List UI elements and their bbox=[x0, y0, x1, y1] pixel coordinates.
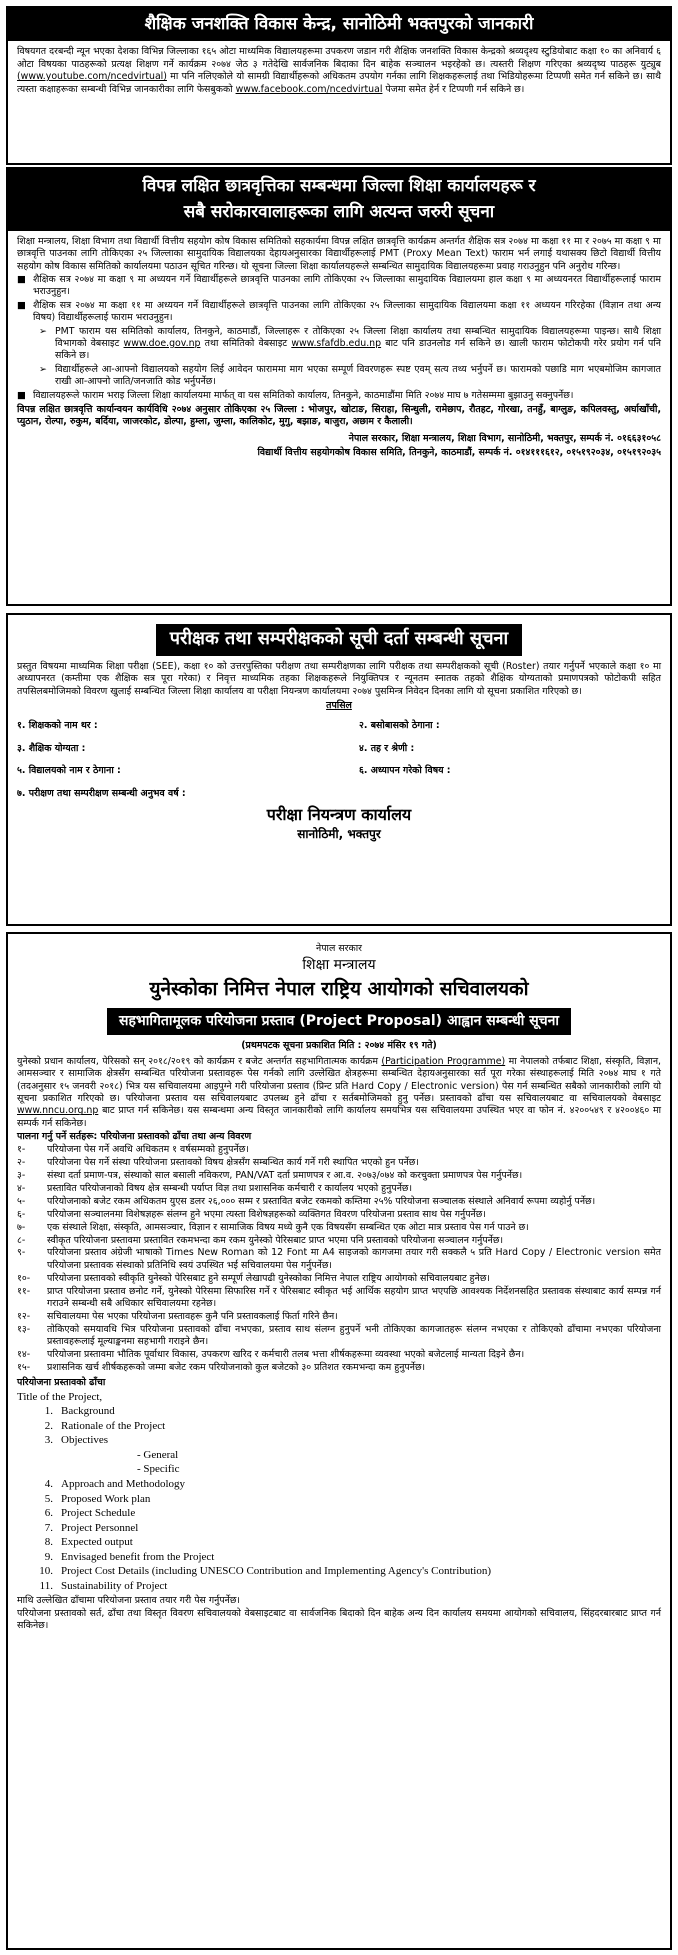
notice-examiner-roster bbox=[6, 613, 672, 926]
outline-item bbox=[17, 1579, 661, 1594]
condition-number: ४- bbox=[17, 1182, 26, 1194]
condition-text: परियोजना प्रस्ताव अंग्रेजी भाषाको Times New Roman को 12 Font मा A4 साइजको कागजमा तयार गरी सक्कलै ५ प्रति Hard Copy / Electronic version समेत परियोजना प्रस्तावक संस्थाको प्रतिनिधि स्वयं उपस्थित भई सचिवालयमा पेस गर्नुपर्नेछ। bbox=[47, 1247, 661, 1271]
condition-item bbox=[17, 1349, 661, 1361]
field-experience: ७. परीक्षण तथा सम्परीक्षण सम्बन्धी अनुभव वर्ष : bbox=[17, 787, 186, 799]
exam-office-address: सानोठिमी, भक्तपुर bbox=[297, 827, 381, 842]
outline-text: Background bbox=[61, 1405, 115, 1418]
field-residence: २. बसोबासको ठेगाना : bbox=[359, 720, 440, 732]
conditions-heading: पालना गर्नु पर्ने सर्तहरू: परियोजना प्रस्तावको ढाँचा तथा अन्य विवरण bbox=[17, 1131, 252, 1143]
condition-text: परियोजनाको बजेट रकम अधिकतम युएस डलर २६,००० सम्म र प्रस्तावित बजेट रकमको कम्तिमा २५% परियोजना सञ्चालक संस्थाले अनिवार्य रूपमा व्यहोर्नु पर्नेछ। bbox=[47, 1195, 596, 1207]
exam-office-name: परीक्षा नियन्त्रण कार्यालय bbox=[266, 805, 412, 824]
published-date: (प्रथमपटक सूचना प्रकाशित मिति : २०७४ मंसिर १९ गते) bbox=[241, 1040, 437, 1052]
outline-text: Project Schedule bbox=[61, 1507, 136, 1520]
outline-text: Proposed Work plan bbox=[61, 1492, 151, 1505]
condition-number: ६- bbox=[17, 1208, 26, 1220]
condition-text: परियोजना प्रस्तावको स्वीकृति युनेस्को पेरिसबाट हुने सम्पूर्ण लेखापढी युनेस्कोका निमित्त नेपाल राष्ट्रिय आयोगको सचिवालयबाट हुनेछ। bbox=[47, 1272, 490, 1284]
gov-label: नेपाल सरकार bbox=[316, 943, 362, 954]
condition-item bbox=[17, 1144, 661, 1156]
condition-text: एक संस्थाले शिक्षा, संस्कृति, आमसञ्चार, विज्ञान र सामाजिक विषय मध्ये कुनै एक विषयसँग सम्बन्धित एक ओटा मात्र प्रस्ताव पेस गर्न पाउने छ। bbox=[47, 1221, 529, 1233]
outline-number: 4. bbox=[44, 1477, 53, 1490]
field-qualification: ३. शैक्षिक योग्यता : bbox=[17, 742, 86, 754]
outline-number: 11. bbox=[39, 1579, 53, 1592]
condition-item bbox=[17, 1235, 661, 1247]
outline-number: 1. bbox=[44, 1405, 53, 1418]
condition-number: ११- bbox=[17, 1285, 31, 1297]
condition-item bbox=[17, 1247, 661, 1272]
participation-programme: (Participation Programme) bbox=[381, 1055, 506, 1067]
outline-item bbox=[17, 1404, 661, 1419]
condition-text: प्रस्तावित परियोजनाको विषय क्षेत्र सम्बन्धी पर्याप्त विज्ञ तथा प्रशासनिक कर्मचारी र कार्यालय भएको हुनुपर्नेछ। bbox=[47, 1182, 413, 1194]
scholarship-bullet: ■ विद्यालयहरूले फाराम भराइ जिल्ला शिक्षा कार्यालयमा मार्फत् वा यस समितिको कार्यालय, तिनकुने, काठमाडौंमा मिति २०७४ माघ ७ गतेसम्ममा बुझाउनु सक्नुपर्नेछ। bbox=[17, 389, 574, 401]
condition-text: तोकिएको समयावधि भित्र परियोजना प्रस्तावको ढाँचा नभएका, प्रस्ताव साथ संलग्न हुनुपर्ने भनी तोकिएका कागजातहरू संलग्न नभएका र तोकिएको ढाँचामा नभएका परियोजना प्रस्तावहरूलाई मूल्याङ्कनमा सहभागी गराइने छैन। bbox=[47, 1323, 661, 1348]
district-list: विपन्न लक्षित छात्रवृत्ति कार्यान्वयन कार्यविधि २०७४ अनुसार तोकिएका २५ जिल्ला : भोजपुर, खोटाङ, सिराहा, सिन्धुली, रामेछाप, रौतहट, गोरखा, तनहुँ, बाग्लुङ, कपिलवस्तु, अर्घाखाँची, प्युठान, रोल्पा, रुकुम, बर्दिया, जाजरकोट, डोल्पा, हुम्ला, जुम्ला, कालिकोट, मुगु, बझाङ, बाजुरा, अछाम र कैलाली। bbox=[17, 403, 662, 428]
outline-number: 7. bbox=[44, 1521, 53, 1534]
condition-item bbox=[17, 1362, 661, 1374]
outline-item bbox=[17, 1477, 661, 1492]
outline-item bbox=[17, 1433, 661, 1448]
condition-number: १३- bbox=[17, 1323, 31, 1335]
outline-list bbox=[17, 1404, 661, 1593]
outline-item bbox=[17, 1564, 661, 1579]
notice-scholarship bbox=[6, 167, 672, 606]
commission-title: युनेस्कोका निमित्त नेपाल राष्ट्रिय आयोगको सचिवालयको bbox=[149, 977, 529, 1000]
condition-text: प्राप्त परियोजना प्रस्ताव छनोट गर्ने, युनेस्को पेरिसमा सिफारिस गर्ने र पेरिसबाट स्वीकृत भई आर्थिक सहयोग प्राप्त भएपछि आवश्यक निर्देशनसहित प्रस्तावक संस्थाबाट कार्य सम्पन्न गर्न गराउने सम्बन्धी सबै अधिकार सचिवालयमा रहनेछ। bbox=[47, 1285, 661, 1310]
outline-text: Project Cost Details (including UNESCO Contribution and Implementing Agency's Contribution) bbox=[61, 1565, 492, 1578]
scholarship-sub-bullet: ➢ PMT फाराम यस समितिको कार्यालय, तिनकुने, काठमाडौं, जिल्लाहरू र तोकिएका २५ जिल्ला शिक्षा कार्यालय तथा सम्बन्धित सामुदायिक विद्यालयहरूमा पाइन्छ। साथै शिक्षा विभागको वेबसाइट www.doe.gov.np तथा समितिको वेबसाइट www.sfafdb.edu.np बाट पनि डाउनलोड गर्न सकिने छ। खाली फाराम फोटोकपी गरेर प्रयोग गर्न पनि सकिने छ। bbox=[39, 325, 661, 362]
condition-number: ७- bbox=[17, 1221, 26, 1233]
condition-number: १४- bbox=[17, 1349, 31, 1361]
condition-item bbox=[17, 1273, 661, 1285]
outline-text: Project Personnel bbox=[61, 1521, 139, 1534]
condition-text: परियोजना प्रस्तावमा भौतिक पूर्वाधार विकास, उपकरण खरिद र कर्मचारी तलब भत्ता शीर्षकहरूमा व्यवस्था भएको बजेटलाई मान्यता दिइने छैन। bbox=[47, 1349, 525, 1361]
condition-text: परियोजना सञ्चालनमा विशेषज्ञहरू संलग्न हुने भएमा त्यस्ता विशेषज्ञहरूको व्यक्तिगत विवरण परियोजना प्रस्ताव साथ पेस गर्नुपर्नेछ। bbox=[47, 1208, 486, 1220]
arrow-bullet-icon: ➢ bbox=[39, 363, 47, 375]
condition-item bbox=[17, 1222, 661, 1234]
nncu-website-link[interactable]: www.nncu.org.np bbox=[17, 1105, 99, 1117]
youtube-link[interactable]: (www.youtube.com/ncedvirtual) bbox=[17, 71, 167, 83]
condition-text: स्वीकृत परियोजना प्रस्तावमा प्रस्तावित रकमभन्दा कम रकम युनेस्को पेरिसबाट प्राप्त भएमा पनि प्रस्तावको परियोजना सञ्चालन गर्नुपर्नेछ। bbox=[47, 1234, 504, 1246]
conditions-list bbox=[17, 1144, 661, 1374]
arrow-bullet-icon: ➢ bbox=[39, 325, 47, 337]
proposal-title: सहभागितामूलक परियोजना प्रस्ताव (Project Proposal) आह्वान सम्बन्धी सूचना bbox=[107, 1008, 571, 1035]
outline-objective-sub: - Specific bbox=[137, 1463, 180, 1476]
outline-text: Rationale of the Project bbox=[61, 1419, 166, 1432]
notice-nced-title: शैक्षिक जनशक्ति विकास केन्द्र, सानोठिमी भक्तपुरको जानकारी bbox=[8, 8, 670, 41]
condition-number: ३- bbox=[17, 1169, 26, 1181]
square-bullet-icon: ■ bbox=[17, 389, 26, 401]
condition-item bbox=[17, 1324, 661, 1349]
outline-text: Sustainability of Project bbox=[61, 1579, 168, 1592]
doe-website-link[interactable]: www.doe.gov.np bbox=[123, 337, 201, 349]
tapasil-heading: तपसिल bbox=[326, 699, 352, 711]
outline-number: 3. bbox=[44, 1434, 53, 1447]
outline-number: 8. bbox=[44, 1536, 53, 1549]
condition-number: १- bbox=[17, 1144, 26, 1156]
field-level-grade: ४. तह र श्रेणी : bbox=[359, 742, 415, 754]
condition-number: ९- bbox=[17, 1247, 26, 1259]
outline-number: 5. bbox=[44, 1492, 53, 1505]
contact-sfafdb: विद्यार्थी वित्तीय सहयोगकोष विकास समिति, तिनकुने, काठमाडौं, सम्पर्क नं. ०१४१११६१२, ०१५१९२०३४, ०१५१९२०३५ bbox=[257, 447, 661, 459]
condition-text: परियोजना पेस गर्ने अवधि अधिकतम १ वर्षसम्मको हुनुपर्नेछ। bbox=[47, 1144, 249, 1156]
outline-text: Envisaged benefit from the Project bbox=[61, 1550, 215, 1563]
condition-item bbox=[17, 1209, 661, 1221]
notice-examiner-title: परीक्षक तथा सम्परीक्षकको सूची दर्ता सम्बन्धी सूचना bbox=[156, 624, 522, 656]
ministry-label: शिक्षा मन्त्रालय bbox=[302, 957, 376, 974]
outline-item bbox=[17, 1535, 661, 1550]
condition-text: प्रशासनिक खर्च शीर्षकहरूको जम्मा बजेट रकम परियोजनाको कुल बजेटको ३० प्रतिशत रकमभन्दा कम हुनुपर्नेछ। bbox=[47, 1362, 426, 1374]
format-heading: परियोजना प्रस्तावको ढाँचा bbox=[17, 1377, 106, 1389]
scholarship-sub-bullet: ➢ विद्यार्थीहरूले आ-आफ्नो विद्यालयको सहयोग लिई आवेदन फाराममा माग भएका सम्पूर्ण विवरणहरू स्पष्ट एवम् सत्य तथ्य भर्नुपर्ने छ। फारामको पछाडि माग भएबमोजिम कागजात राखी आ-आफ्नो जाति/जनजाति कोड भर्नुपर्नेछ। bbox=[39, 363, 661, 388]
field-school: ५. विद्यालयको नाम र ठेगाना : bbox=[17, 765, 121, 777]
condition-item bbox=[17, 1196, 661, 1208]
condition-item bbox=[17, 1183, 661, 1195]
scholarship-intro: शिक्षा मन्त्रालय, शिक्षा विभाग तथा विद्यार्थी वित्तीय सहयोग कोष विकास समितिको सहकार्यमा विपन्न लक्षित छात्रवृत्ति कार्यक्रम अन्तर्गत शैक्षिक सत्र २०७४ मा कक्षा ११ मा र २०७५ मा कक्षा ९ मा छात्रवृत्ति पाउनका लागि तोकिएका २५ जिल्लाका सामुदायिक विद्यालयका देहायअनुसारका विद्यार्थीहरूलाई PMT (Proxy Mean Text) फाराम भर्न लगाई यथासक्य छिटो विद्यार्थी वित्तीय सहयोग कोष विकास समितिको कार्यालयमा पठाउन सूचित गरिन्छ। यो सूचना जिल्ला शिक्षा कार्यालयहरूले सम्बन्धित सामुदायिक विद्यालयहरूमा प्रवाह गराउनुहुन पनि अनुरोध गरिन्छ। bbox=[17, 235, 661, 272]
square-bullet-icon: ■ bbox=[17, 299, 26, 311]
outline-number: 9. bbox=[44, 1550, 53, 1563]
contact-doe: नेपाल सरकार, शिक्षा मन्त्रालय, शिक्षा विभाग, सानोठिमी, भक्तपुर, सम्पर्क नं. ०१६६३१०५८ bbox=[348, 432, 661, 444]
outline-text: Objectives bbox=[61, 1434, 109, 1447]
notice-scholarship-title: विपन्न लक्षित छात्रवृत्तिका सम्बन्धमा जिल्ला शिक्षा कार्यालयहरू र सबै सरोकारवालाहरूका लागि अत्यन्त जरुरी सूचना bbox=[8, 169, 670, 231]
project-outline bbox=[17, 1390, 661, 1593]
scholarship-bullet: ■ शैक्षिक सत्र २०७४ मा कक्षा ११ मा अध्ययन गर्ने विद्यार्थीहरूले छात्रवृत्ति पाउनका लागि तोकिएका २५ जिल्लाका सामुदायिक विद्यालयमा कक्षा ११ अध्ययन गरिरहेका (विज्ञान तथा अन्य विषय) विद्यार्थीहरूलाई फाराम भराउनुहुन। bbox=[17, 299, 661, 324]
condition-number: ५- bbox=[17, 1195, 26, 1207]
condition-number: १०- bbox=[17, 1272, 31, 1284]
sfafdb-website-link[interactable]: www.sfafdb.edu.np bbox=[291, 337, 382, 349]
outline-item bbox=[17, 1550, 661, 1565]
outline-item bbox=[17, 1521, 661, 1536]
outline-item bbox=[17, 1419, 661, 1434]
condition-text: सचिवालयमा पेस भएका परियोजना प्रस्तावहरू कुनै पनि प्रस्तावकलाई फिर्ता गरिने छैन। bbox=[47, 1310, 338, 1322]
outline-objective-sub: - General bbox=[137, 1448, 179, 1461]
condition-number: २- bbox=[17, 1157, 26, 1169]
format-footer-2: परियोजना प्रस्तावको सर्त, ढाँचा तथा विस्तृत विवरण सचिवालयको वेबसाइटबाट वा सार्वजनिक बिदाको दिन बाहेक अन्य दिन कार्यालय समयमा आयोगको सचिवालय, सिंहदरबारबाट प्राप्त गर्न सकिनेछ। bbox=[17, 1607, 661, 1631]
condition-number: १५- bbox=[17, 1362, 31, 1374]
condition-item bbox=[17, 1311, 661, 1323]
examiner-body: प्रस्तुत विषयमा माध्यमिक शिक्षा परीक्षा (SEE), कक्षा १० को उत्तरपुस्तिका परीक्षण तथा सम्परीक्षणका लागि परीक्षक तथा सम्परीक्षकको सूची (Roster) तयार गर्नुपर्ने भएकाले कक्षा १० मा अध्यापनरत (कम्तीमा एक शैक्षिक सत्र पूरा गरेका) र निवृत्त माध्यमिक तहका शिक्षकहरूले नियुक्तिपत्र र न्यूनतम स्नातक तहको शैक्षिक योग्यताको प्रमाणपत्रको फोटोकपी सहित तपसिलबमोजिमको विवरण खुलाई सम्बन्धित जिल्ला शिक्षा कार्यालय वा परीक्षा नियन्त्रण कार्यालयमा २०७४ पुसमिन्त्र निवेदन दिनका लागि यो सूचना प्रकाशित गरिएको छ। bbox=[17, 660, 661, 697]
field-teacher-name: १. शिक्षकको नाम थर : bbox=[17, 720, 98, 732]
notice-unesco-proposal bbox=[6, 932, 672, 1950]
condition-item bbox=[17, 1170, 661, 1182]
outline-number: 6. bbox=[44, 1507, 53, 1520]
notice-nced bbox=[6, 6, 672, 165]
notice-nced-body: विषयगत दरबन्दी न्यून भएका देशका विभिन्न जिल्लाका १६५ ओटा माध्यमिक विद्यालयहरूमा उपकरण जडान गरी शैक्षिक जनशक्ति विकास केन्द्रको श्रव्यदृश्य स्टुडियोबाट कक्षा १० का अनिवार्य ६ ओटा विषयका पाठहरूको प्रत्यक्ष शिक्षण गर्ने कार्यक्रम २०७४ जेठ ३ गतेदेखि सार्वजनिक बिदाका दिन बाहेक सञ्चालन भइरहेको छ। त्यस्तरी शिक्षण गरिएका श्रव्यदृष्य पाठहरू युट्युब (www.youtube.com/ncedvirtual) मा पनि नलिएकोले यो सामग्री विद्यार्थीहरूको अधिकतम उपयोग गर्नका लागि शिक्षकहरूलाई तथा भिडियोहरूमा टिप्पणी समेत गर्न सकिने छ। साथै त्यस्ता कक्षाहरूका सम्बन्धी विभिन्न जानकारीका लागि फेसबुकको www.facebook.com/ncedvirtual पेजमा समेत हेर्न र टिप्पणी गर्न सकिने छ। bbox=[17, 46, 661, 95]
field-subject: ६. अध्यापन गरेको विषय : bbox=[359, 765, 451, 777]
condition-text: परियोजना पेस गर्ने संस्था परियोजना प्रस्तावको विषय क्षेत्रसँग सम्बन्धित कार्य गर्ने गरी स्थापित भएको हुन पर्नेछ। bbox=[47, 1157, 419, 1169]
outline-text: Expected output bbox=[61, 1536, 133, 1549]
outline-number: 10. bbox=[39, 1565, 53, 1578]
outline-text: Approach and Methodology bbox=[61, 1477, 186, 1490]
condition-number: १२- bbox=[17, 1310, 31, 1322]
condition-text: संस्था दर्ता प्रमाण-पत्र, संस्थाको साल बसाली नविकरण, PAN/VAT दर्ता प्रमाणपत्र र आ.व. २०७३/०७४ को करचुक्ता प्रमाणपत्र पेस गर्नुपर्नेछ। bbox=[47, 1169, 523, 1181]
outline-number: 2. bbox=[44, 1419, 53, 1432]
condition-number: ८- bbox=[17, 1234, 26, 1246]
outline-title: Title of the Project, bbox=[17, 1390, 103, 1403]
scholarship-bullet: ■ शैक्षिक सत्र २०७४ मा कक्षा ९ मा अध्ययन गर्ने विद्यार्थीहरूले छात्रवृत्ति पाउनका लागि तोकिएका २५ जिल्लाका सामुदायिक विद्यालयमा हाल कक्षा ९ मा अध्ययनरत विद्यार्थीहरूलाई फाराम भराउनुहुन। bbox=[17, 273, 661, 298]
unesco-body: युनेस्को प्रधान कार्यालय, पेरिसको सन् २०१८/२०१९ को कार्यक्रम र बजेट अन्तर्गत सहभागितात्मक कार्यक्रम (Participation Programme) मा नेपालको तर्फबाट शिक्षा, संस्कृति, विज्ञान, आमसञ्चार र सामाजिक क्षेत्रसँग सम्बन्धित परियोजना प्रस्तावहरू पेस गर्नको लागि उल्लेखित क्षेत्रहरूमा सम्बन्धित देहायअनुसारका सर्त पूरा गरेका संस्थाहरूलाई मिति २०७४ माघ १ गते (तदअनुसार १५ जनवरी २०१८) भित्र यस सचिवालयमा आइपुग्ने गरी परियोजना प्रस्ताव (प्रिन्ट प्रति Hard Copy / Electronic version) पेस गर्न सम्बन्धित सबैको जानकारीको लागि यो सूचना प्रकाशित गरिएको छ। परियोजना प्रस्ताव यस सचिवालयबाट उपलब्ध हुने ढाँचा र सर्तबमोजिमको हुनु पर्नेछ। प्रस्तावको ढाँचा यस सचिवालयबाट वा सचिवालयको वेबसाइट www.nncu.org.np बाट प्राप्त गर्न सकिनेछ। यस सम्बन्धमा अन्य विस्तृत जानकारीको लागि कार्यालय समयभित्र यस सचिवालयमा उपस्थित भएर वा फोन नं. ४२००५४९ र ४२००४६० मा सम्पर्क गर्न सकिनेछ। bbox=[17, 1055, 662, 1129]
outline-item bbox=[17, 1506, 661, 1521]
outline-item bbox=[17, 1492, 661, 1507]
condition-item bbox=[17, 1286, 661, 1311]
condition-item bbox=[17, 1157, 661, 1169]
facebook-link[interactable]: www.facebook.com/ncedvirtual bbox=[235, 83, 383, 95]
square-bullet-icon: ■ bbox=[17, 273, 26, 285]
format-footer-1: माथि उल्लेखित ढाँचामा परियोजना प्रस्ताव तयार गरी पेस गर्नुपर्नेछ। bbox=[17, 1595, 240, 1607]
